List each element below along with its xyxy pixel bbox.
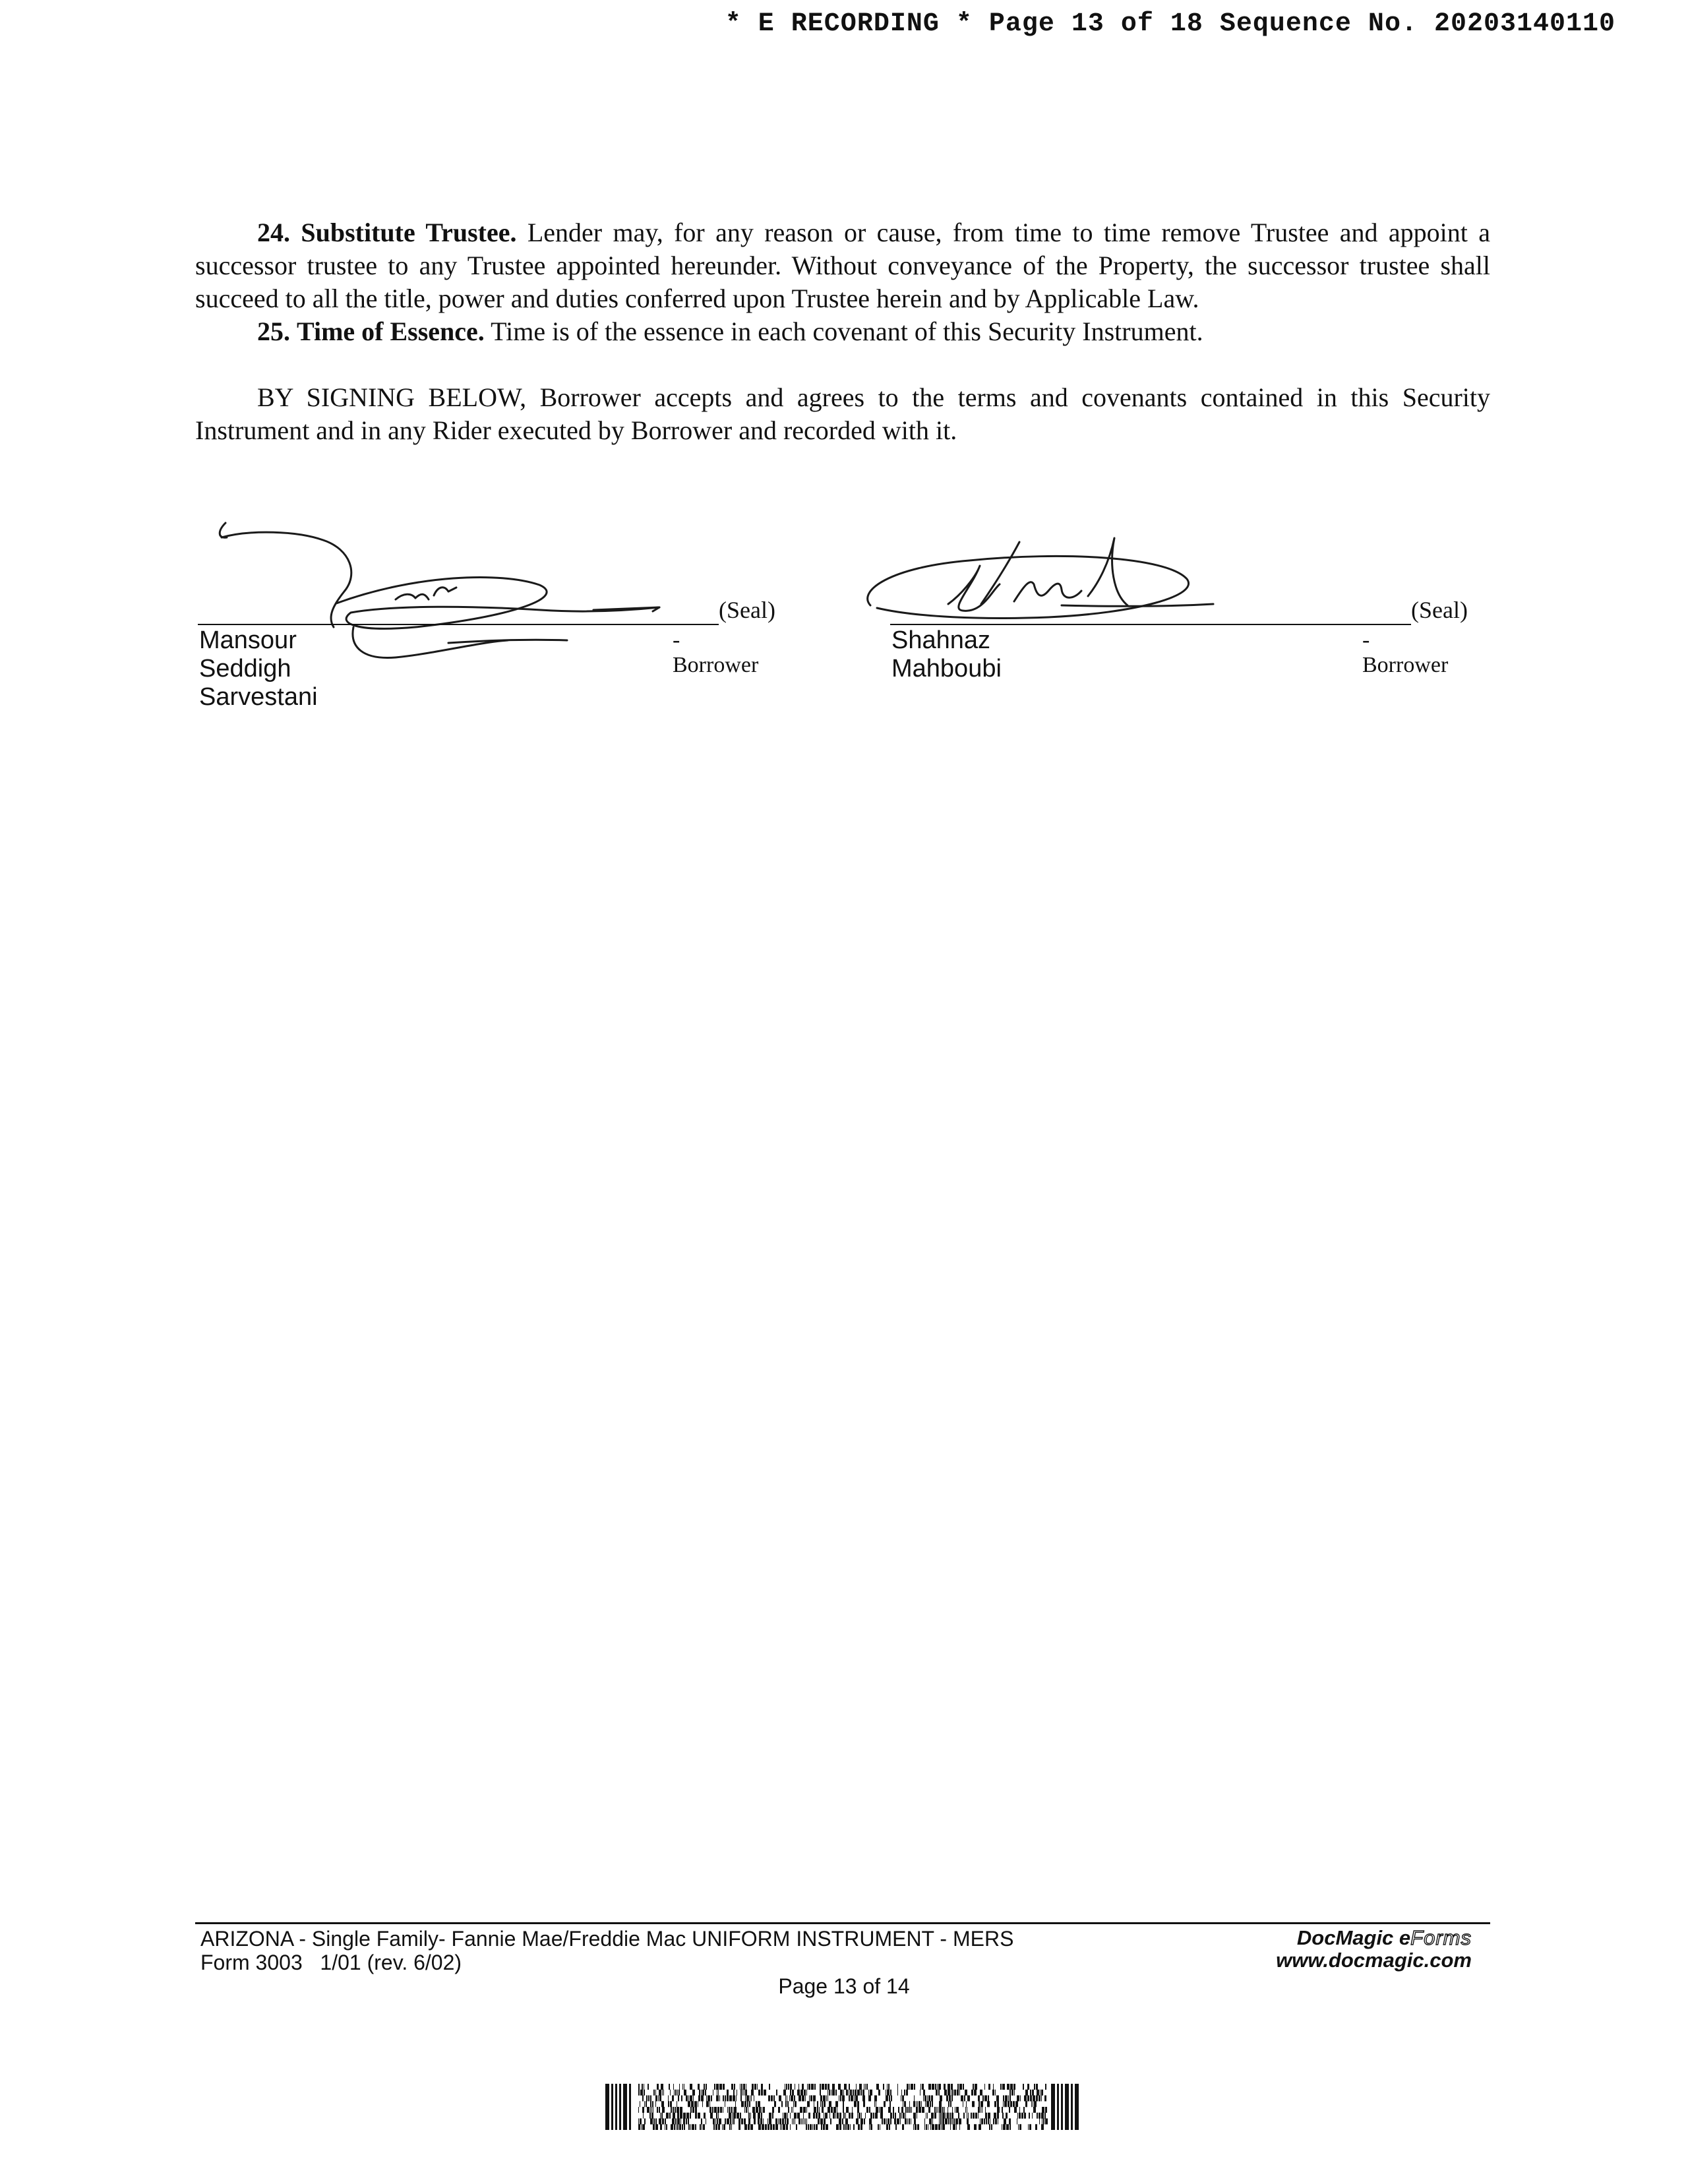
signer-role: -Borrower — [1362, 628, 1449, 677]
section-text: Lender may, for any reason or cause, from time to time remove Trustee and appoint a successor trustee to any Trustee appointed hereunder. Without conveyance of the Property, the successor trustee shall succeed to all the title, power and duties conferred upon Trustee herein and by Applicable Law. — [195, 218, 1490, 313]
handwritten-signature-2 — [851, 528, 1220, 633]
section-text: Time is of the essence in each covenant of this Security Instrument. — [491, 317, 1203, 346]
section-25 — [195, 315, 1490, 348]
signer-role: -Borrower — [673, 628, 759, 677]
footer-divider — [195, 1922, 1490, 1924]
seal-label: (Seal) — [719, 597, 775, 623]
brand-name: DocMagic — [1296, 1926, 1394, 1949]
section-title: Time of Essence. — [297, 317, 485, 346]
seal-label: (Seal) — [1411, 597, 1468, 623]
brand-suffix: Forms — [1410, 1926, 1472, 1949]
brand-e-mark: e — [1399, 1926, 1411, 1949]
section-24 — [195, 216, 1490, 315]
page-number: Page 13 of 14 — [778, 1974, 910, 1998]
document-body — [195, 216, 1490, 447]
barcode — [605, 2084, 1080, 2130]
brand-logo — [1276, 1927, 1472, 1949]
signature-line — [890, 624, 1411, 625]
signer-name: Shahnaz Mahboubi — [891, 626, 1002, 682]
section-number: 25. — [257, 317, 290, 346]
form-number: Form 3003 1/01 (rev. 6/02) — [200, 1951, 462, 1974]
brand-website: www.docmagic.com — [1276, 1949, 1472, 1972]
signature-line — [198, 624, 719, 625]
acceptance-paragraph: BY SIGNING BELOW, Borrower accepts and agrees to the terms and covenants contained in this Security Instrument and in any Rider executed by Borrower and recorded with it. — [195, 382, 1490, 445]
footer-brand — [1276, 1927, 1472, 1972]
recording-stamp: * E RECORDING * Page 13 of 18 Sequence No. 20203140110 — [725, 9, 1615, 39]
section-title: Substitute Trustee. — [301, 218, 517, 247]
section-number: 24. — [257, 218, 290, 247]
signer-name: Mansour Seddigh Sarvestani — [199, 626, 318, 711]
form-title: ARIZONA - Single Family- Fannie Mae/Freddie Mac UNIFORM INSTRUMENT - MERS — [200, 1927, 1014, 1951]
footer-form-info — [200, 1927, 1013, 1974]
